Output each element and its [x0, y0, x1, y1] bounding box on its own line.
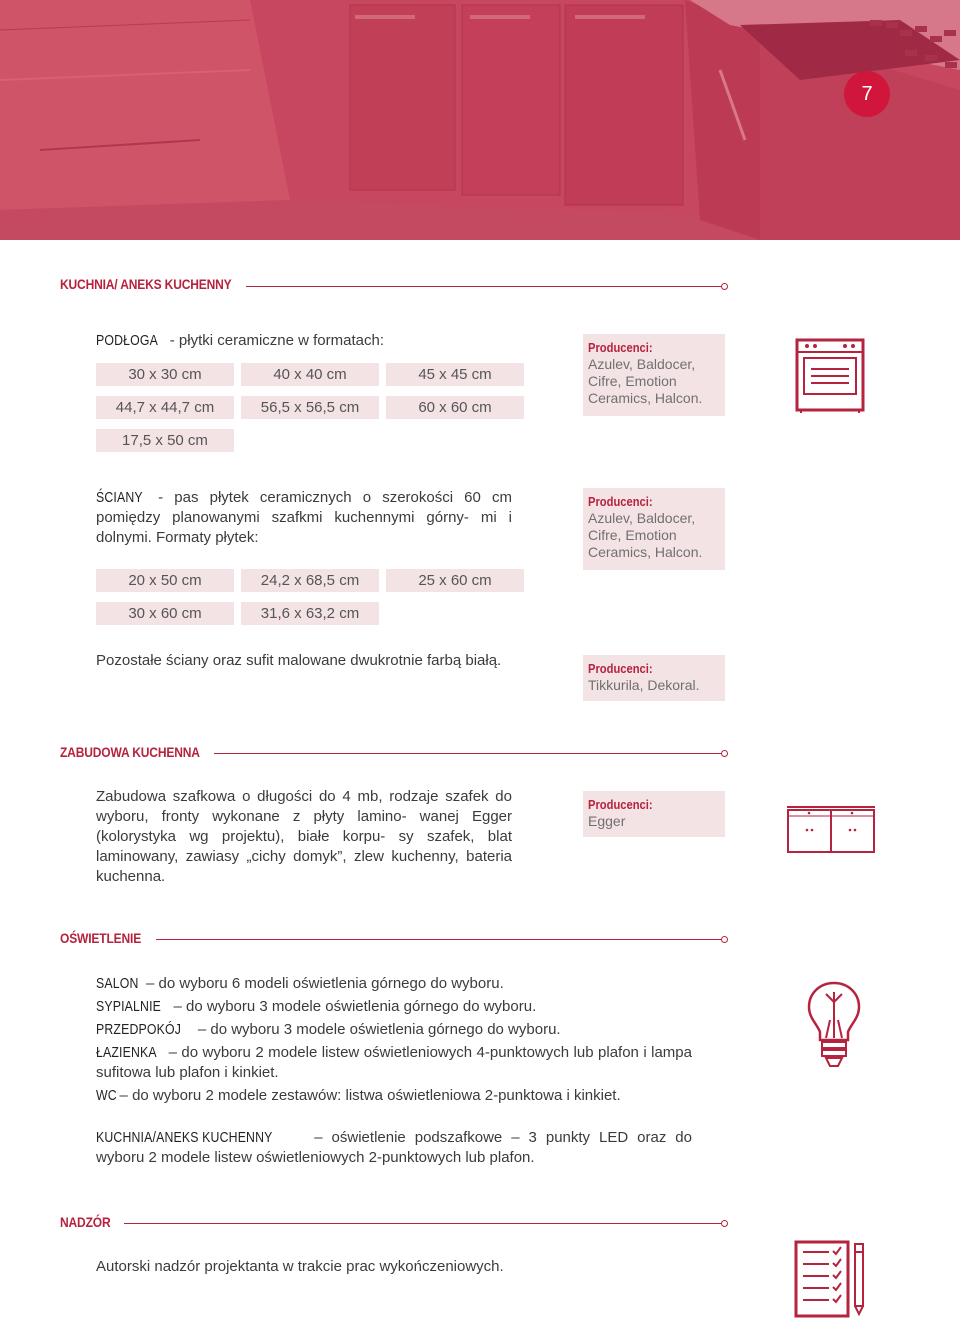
lighting-room-label: KUCHNIA/ANEKS KUCHENNY [96, 1129, 273, 1146]
lighting-room-label: ŁAZIENKA [96, 1044, 157, 1061]
floor-format-chip: 40 x 40 cm [241, 363, 379, 386]
walls-producers-box [583, 488, 725, 570]
lighting-text: – do wyboru 3 modele oświetlenia górnego do wyboru. [169, 998, 537, 1015]
producers-list: Azulev, Baldocer, Cifre, Emotion Ceramics, Halcon. [588, 510, 703, 560]
section-title-nadzor: NADZÓR [60, 1214, 111, 1230]
lighting-text: – do wyboru 2 modele listew oświetleniowych 4-punktowych lub plafon i lampa sufitowa lub plafon i kinkiet. [96, 1044, 692, 1081]
producers-label: Producenci: [588, 340, 653, 355]
walls-label: ŚCIANY [96, 489, 143, 506]
producers-label: Producenci: [588, 797, 653, 812]
zabudowa-description: Zabudowa szafkowa o długości do 4 mb, rodzaje szafek do wyboru, fronty wykonane z płyty lamino- wanej Egger (kolorystyka wg projektu), białe korpu- sy szafek, blat laminowany, zawiasy „cichy domyk”, zlew kuchenny, bateria kuchenna. [96, 788, 512, 885]
floor-format-chip: 44,7 x 44,7 cm [96, 396, 234, 419]
lighting-item [96, 1043, 692, 1083]
floor-format-chip: 60 x 60 cm [386, 396, 524, 419]
lighting-item [96, 1086, 692, 1106]
floor-format-chip: 45 x 45 cm [386, 363, 524, 386]
section-title-oswietlenie: OŚWIETLENIE [60, 930, 142, 946]
wall-format-chip: 24,2 x 68,5 cm [241, 569, 379, 592]
lighting-room-label: WC [96, 1087, 117, 1104]
floor-producers-box [583, 334, 725, 416]
section-divider [246, 286, 722, 287]
lighting-item [96, 1128, 692, 1168]
floor-format-chip: 30 x 30 cm [96, 363, 234, 386]
lighting-text: – do wyboru 2 modele zestawów: listwa oświetleniowa 2-punktowa i kinkiet. [115, 1087, 621, 1104]
producers-list: Azulev, Baldocer, Cifre, Emotion Ceramics, Halcon. [588, 356, 703, 406]
walls-text: - pas płytek ceramicznych o szerokości 60 cm pomiędzy planowanymi szafkmi kuchennymi górny- mi i dolnymi. Formaty płytek: [96, 489, 512, 546]
section-title-zabudowa: ZABUDOWA KUCHENNA [60, 744, 200, 760]
kitchen-photo-illustration [0, 0, 960, 240]
section-divider [214, 753, 722, 754]
wall-format-chip: 30 x 60 cm [96, 602, 234, 625]
producers-list: Tikkurila, Dekoral. [588, 677, 700, 693]
section-divider [124, 1223, 722, 1224]
floor-format-chip: 56,5 x 56,5 cm [241, 396, 379, 419]
section-divider [156, 939, 722, 940]
lighting-room-label: SALON [96, 975, 139, 992]
producers-label: Producenci: [588, 661, 653, 676]
lighting-text: – do wyboru 6 modeli oświetlenia górnego do wyboru. [141, 975, 504, 992]
kitchen-cabinets-icon [785, 804, 877, 854]
lighting-room-label: PRZEDPOKÓJ [96, 1021, 182, 1038]
zabudowa-producers-box [583, 791, 725, 837]
section-title-kuchnia: KUCHNIA/ ANEKS KUCHENNY [60, 276, 232, 292]
nadzor-description: Autorski nadzór projektanta w trakcie prac wykończeniowych. [96, 1258, 504, 1275]
lighting-item [96, 997, 696, 1017]
checklist-icon [793, 1238, 869, 1318]
wall-format-chip: 20 x 50 cm [96, 569, 234, 592]
walls-description [96, 488, 512, 548]
lighting-text: – do wyboru 3 modele oświetlenia górnego do wyboru. [193, 1021, 561, 1038]
oven-icon [795, 338, 865, 414]
hero-photo [0, 0, 960, 240]
lighting-item [96, 1020, 696, 1040]
producers-label: Producenci: [588, 494, 653, 509]
wall-format-chip: 25 x 60 cm [386, 569, 524, 592]
paint-description: Pozostałe ściany oraz sufit malowane dwukrotnie farbą białą. [96, 652, 502, 669]
floor-format-chip: 17,5 x 50 cm [96, 429, 234, 452]
lighting-item [96, 974, 696, 994]
lighting-text: – oświetlenie podszafkowe – 3 punkty LED oraz do wyboru 2 modele listew oświetleniowych 2-punktowych lub plafon. [96, 1129, 692, 1166]
lighting-room-label: SYPIALNIE [96, 998, 162, 1015]
floor-description [96, 331, 526, 351]
floor-text: - płytki ceramiczne w formatach: [165, 332, 384, 349]
wall-format-chip: 31,6 x 63,2 cm [241, 602, 379, 625]
producers-list: Egger [588, 813, 626, 829]
floor-label: PODŁOGA [96, 332, 158, 349]
light-bulb-icon [806, 980, 862, 1070]
paint-producers-box [583, 655, 725, 701]
page-number-badge: 7 [844, 71, 890, 117]
